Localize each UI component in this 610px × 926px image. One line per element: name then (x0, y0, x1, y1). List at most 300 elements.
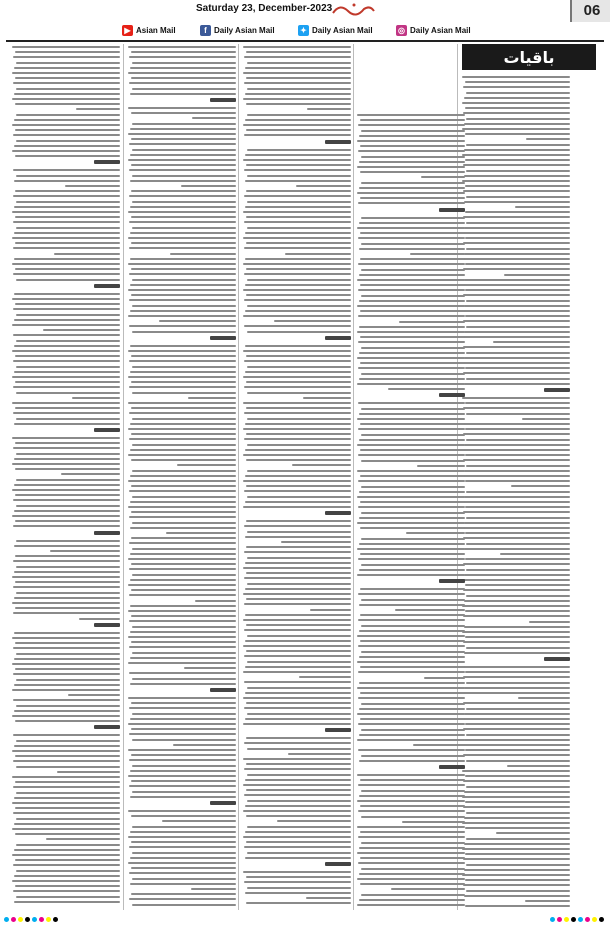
text-line (12, 98, 120, 100)
text-line (247, 531, 351, 533)
text-line (463, 112, 570, 114)
text-line (15, 781, 120, 783)
text-line (359, 656, 465, 658)
text-line (130, 423, 236, 425)
text-line (361, 217, 465, 219)
text-line (360, 588, 465, 590)
text-line (361, 729, 465, 731)
social-youtube[interactable] (122, 23, 176, 37)
text-line (465, 289, 570, 291)
text-line (358, 428, 465, 430)
text-line (128, 402, 236, 404)
text-line (462, 336, 570, 338)
text-line (244, 681, 351, 683)
text-line (14, 658, 120, 660)
text-line (246, 51, 351, 53)
text-line (16, 114, 120, 116)
subheading-mark (210, 688, 236, 692)
text-line (13, 673, 120, 675)
text-line (359, 682, 465, 684)
text-line (246, 355, 351, 357)
text-line (129, 872, 236, 874)
text-line (14, 484, 120, 486)
text-line (500, 553, 570, 555)
text-line (359, 439, 465, 441)
text-line (247, 88, 351, 90)
text-line (16, 279, 120, 281)
text-line (247, 887, 351, 889)
text-line (358, 723, 465, 725)
text-line (130, 180, 236, 182)
text-line (16, 201, 120, 203)
text-column-2 (357, 44, 465, 910)
text-line (357, 418, 465, 420)
text-line (247, 557, 351, 559)
text-line (246, 164, 351, 166)
text-line (14, 293, 120, 295)
text-line (247, 774, 351, 776)
text-line (463, 407, 570, 409)
text-line (245, 640, 351, 642)
text-line (464, 869, 570, 871)
text-line (465, 905, 570, 907)
text-line (12, 637, 120, 639)
text-line (15, 494, 120, 496)
text-line (16, 175, 120, 177)
text-line (12, 463, 120, 465)
text-line (462, 579, 570, 581)
text-line (361, 182, 465, 184)
text-line (361, 434, 465, 436)
text-line (464, 713, 570, 715)
text-line (15, 355, 120, 357)
text-line (15, 407, 120, 409)
subheading-mark (94, 531, 120, 535)
registration-dot (25, 917, 30, 922)
text-line (361, 347, 465, 349)
text-line (246, 902, 351, 904)
text-line (15, 51, 120, 53)
text-line (357, 470, 465, 472)
text-line (466, 92, 570, 94)
text-line (243, 697, 351, 699)
text-line (173, 744, 236, 746)
text-line (131, 615, 236, 617)
text-line (132, 175, 236, 177)
text-line (243, 124, 351, 126)
text-line (299, 676, 351, 678)
text-line (132, 826, 236, 828)
text-line (16, 653, 120, 655)
text-line (463, 702, 570, 704)
text-line (360, 362, 465, 364)
text-line (388, 388, 465, 390)
text-line (131, 242, 236, 244)
text-line (361, 842, 465, 844)
subheading-mark (439, 208, 465, 212)
text-line (14, 823, 120, 825)
text-line (463, 346, 570, 348)
text-line (128, 862, 236, 864)
text-line (358, 150, 465, 152)
text-line (518, 697, 570, 699)
text-line (466, 378, 570, 380)
text-line (16, 705, 120, 707)
text-line (288, 753, 351, 755)
text-line (246, 650, 351, 652)
text-line (15, 607, 120, 609)
text-line (466, 196, 570, 198)
text-line (465, 211, 570, 213)
page-number: 06 (583, 2, 601, 19)
text-line (464, 253, 570, 255)
text-line (245, 232, 351, 234)
text-line (243, 836, 351, 838)
text-line (462, 310, 570, 312)
text-line (14, 875, 120, 877)
text-line (357, 114, 465, 116)
text-line (14, 423, 120, 425)
text-line (130, 284, 236, 286)
text-line (246, 763, 351, 765)
text-line (14, 510, 120, 512)
text-line (15, 190, 120, 192)
text-line (357, 904, 465, 906)
text-line (128, 836, 236, 838)
text-line (15, 216, 120, 218)
text-line (464, 687, 570, 689)
text-line (361, 625, 465, 627)
text-line (245, 180, 351, 182)
text-line (132, 765, 236, 767)
text-line (12, 854, 120, 856)
text-line (466, 786, 570, 788)
text-line (15, 885, 120, 887)
text-line (247, 444, 351, 446)
text-line (462, 605, 570, 607)
text-line (245, 93, 351, 95)
text-line (466, 300, 570, 302)
text-line (13, 56, 120, 58)
text-line (131, 841, 236, 843)
text-line (195, 600, 236, 602)
text-line (13, 334, 120, 336)
text-line (246, 572, 351, 574)
text-line (130, 258, 236, 260)
text-line (192, 117, 236, 119)
text-line (130, 553, 236, 555)
text-line (247, 331, 351, 333)
text-line (361, 512, 465, 514)
text-line (466, 517, 570, 519)
text-column-3 (243, 44, 351, 910)
text-line (465, 480, 570, 482)
text-line (79, 618, 120, 620)
text-line (13, 412, 120, 414)
text-line (13, 586, 120, 588)
registration-dot (564, 917, 569, 922)
text-line (464, 175, 570, 177)
text-line (359, 630, 465, 632)
text-line (16, 479, 120, 481)
text-line (493, 341, 570, 343)
text-line (462, 423, 570, 425)
text-line (128, 237, 236, 239)
text-line (360, 553, 465, 555)
text-line (359, 708, 465, 710)
registration-dot (53, 917, 58, 922)
text-line (424, 677, 465, 679)
text-line (465, 532, 570, 534)
text-line (128, 749, 236, 751)
text-line (496, 832, 570, 834)
text-line (359, 734, 465, 736)
text-line (463, 728, 570, 730)
text-line (463, 433, 570, 435)
text-line (131, 459, 236, 461)
text-line (16, 140, 120, 142)
text-line (131, 294, 236, 296)
text-line (465, 671, 570, 673)
text-line (361, 790, 465, 792)
text-line (244, 247, 351, 249)
text-line (14, 232, 120, 234)
registration-dot (550, 917, 555, 922)
text-line (13, 699, 120, 701)
text-line (247, 227, 351, 229)
text-line (12, 689, 120, 691)
text-line (128, 775, 236, 777)
social-label: Daily Asian Mail (312, 25, 373, 35)
text-line (128, 610, 236, 612)
text-line (465, 636, 570, 638)
text-line (361, 816, 465, 818)
text-line (462, 874, 570, 876)
facebook-icon: f (200, 25, 211, 36)
text-line (522, 418, 570, 420)
text-line (14, 345, 120, 347)
text-line (462, 397, 570, 399)
issue-date: Saturday 23, December-2023 (196, 3, 333, 14)
text-line (466, 352, 570, 354)
text-line (16, 453, 120, 455)
text-line (361, 130, 465, 132)
text-line (14, 206, 120, 208)
text-line (357, 774, 465, 776)
text-line (131, 728, 236, 730)
text-line (14, 145, 120, 147)
text-line (463, 754, 570, 756)
text-line (464, 895, 570, 897)
text-line (13, 499, 120, 501)
text-line (128, 350, 236, 352)
text-line (246, 381, 351, 383)
text-line (244, 490, 351, 492)
text-line (130, 67, 236, 69)
text-line (463, 320, 570, 322)
text-line (13, 647, 120, 649)
text-line (462, 232, 570, 234)
text-line (357, 444, 465, 446)
text-line (131, 164, 236, 166)
text-line (358, 862, 465, 864)
text-line (303, 397, 351, 399)
text-line (13, 786, 120, 788)
text-line (359, 795, 465, 797)
newspaper-logo (330, 1, 376, 17)
text-line (244, 325, 351, 327)
text-line (243, 758, 351, 760)
text-line (132, 470, 236, 472)
text-line (462, 527, 570, 529)
text-line (132, 548, 236, 550)
text-line (360, 475, 465, 477)
text-line (130, 501, 236, 503)
text-line (244, 412, 351, 414)
text-line (359, 873, 465, 875)
text-line (465, 402, 570, 404)
text-line (246, 702, 351, 704)
text-line (16, 314, 120, 316)
text-line (128, 46, 236, 48)
text-line (130, 631, 236, 633)
text-line (16, 592, 120, 594)
masthead (0, 0, 610, 44)
text-line (12, 376, 120, 378)
text-line (462, 631, 570, 633)
text-line (245, 67, 351, 69)
text-line (131, 216, 236, 218)
text-line (465, 367, 570, 369)
text-line (14, 458, 120, 460)
social-facebook[interactable] (200, 23, 275, 37)
text-line (132, 626, 236, 628)
text-line (16, 62, 120, 64)
text-line (166, 532, 236, 534)
text-line (359, 161, 465, 163)
text-line (128, 428, 236, 430)
text-line (130, 857, 236, 859)
text-line (132, 62, 236, 64)
text-line (245, 501, 351, 503)
text-line (12, 211, 120, 213)
text-line (361, 486, 465, 488)
text-line (12, 437, 120, 439)
text-line (12, 776, 120, 778)
text-line (464, 843, 570, 845)
text-line (129, 56, 236, 58)
text-line (245, 692, 351, 694)
text-line (132, 305, 236, 307)
text-line (245, 449, 351, 451)
text-line (463, 615, 570, 617)
text-line (462, 76, 570, 78)
text-line (360, 119, 465, 121)
text-line (131, 407, 236, 409)
text-line (16, 870, 120, 872)
text-line (359, 248, 465, 250)
text-line (130, 718, 236, 720)
text-column-4 (128, 44, 236, 910)
text-line (130, 475, 236, 477)
text-line (131, 138, 236, 140)
text-line (13, 247, 120, 249)
text-line (12, 46, 120, 48)
text-line (463, 563, 570, 565)
text-line (245, 536, 351, 538)
text-line (130, 310, 236, 312)
text-line (357, 739, 465, 741)
text-line (243, 810, 351, 812)
text-line (16, 505, 120, 507)
social-instagram[interactable] (396, 23, 471, 37)
text-line (12, 602, 120, 604)
text-line (57, 771, 120, 773)
text-line (243, 402, 351, 404)
text-line (359, 300, 465, 302)
subheading-mark (94, 725, 120, 729)
text-line (462, 744, 570, 746)
text-line (129, 594, 236, 596)
social-twitter[interactable] (298, 23, 373, 37)
text-line (360, 805, 465, 807)
text-line (465, 185, 570, 187)
text-line (243, 506, 351, 508)
text-line (465, 558, 570, 560)
text-line (360, 527, 465, 529)
text-line (463, 511, 570, 513)
text-line (357, 357, 465, 359)
text-line (361, 894, 465, 896)
text-line (13, 560, 120, 562)
text-line (246, 129, 351, 131)
text-line (129, 785, 236, 787)
text-line (357, 826, 465, 828)
text-line (358, 454, 465, 456)
text-line (247, 826, 351, 828)
text-line (462, 848, 570, 850)
subheading-mark (544, 388, 570, 392)
text-line (132, 904, 236, 906)
text-line (292, 464, 351, 466)
text-line (462, 180, 570, 182)
subheading-mark (210, 98, 236, 102)
text-line (14, 93, 120, 95)
text-line (358, 402, 465, 404)
registration-dot (39, 917, 44, 922)
text-line (130, 154, 236, 156)
text-line (14, 901, 120, 903)
text-line (14, 849, 120, 851)
text-line (13, 525, 120, 527)
text-line (128, 636, 236, 638)
text-line (466, 222, 570, 224)
text-line (274, 320, 351, 322)
text-line (128, 211, 236, 213)
text-line (247, 800, 351, 802)
text-line (357, 800, 465, 802)
text-line (130, 796, 236, 798)
text-line (15, 442, 120, 444)
text-line (130, 683, 236, 685)
text-line (463, 459, 570, 461)
text-line (359, 899, 465, 901)
text-line (246, 268, 351, 270)
text-line (13, 134, 120, 136)
text-line (245, 779, 351, 781)
text-line (360, 692, 465, 694)
text-line (463, 294, 570, 296)
